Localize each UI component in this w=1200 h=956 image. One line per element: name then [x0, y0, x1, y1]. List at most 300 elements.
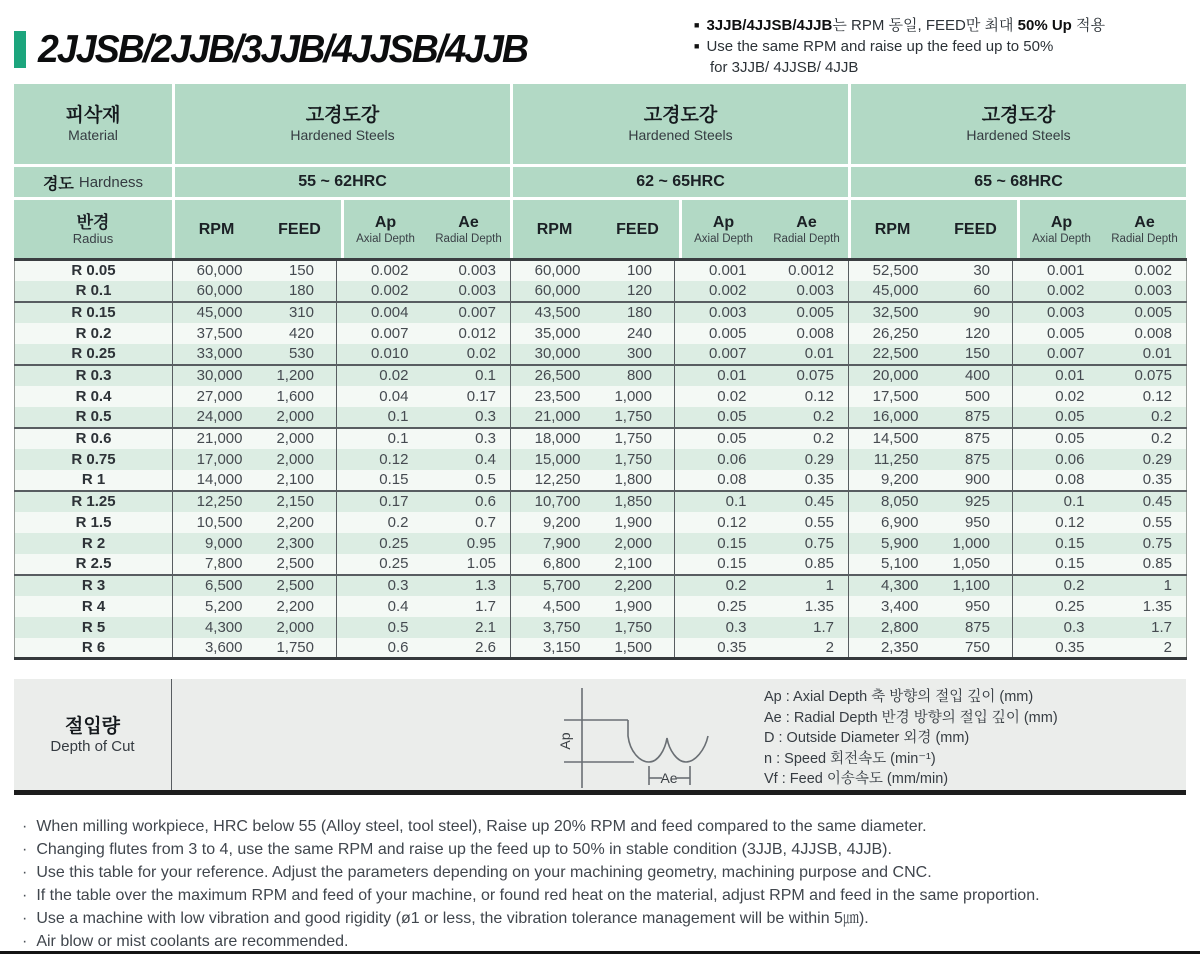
ap-cell: 0.25	[675, 596, 767, 617]
rpm-cell: 5,700	[511, 575, 595, 596]
rpm-cell: 4,500	[511, 596, 595, 617]
rpm-cell: 32,500	[849, 302, 933, 323]
table-row	[15, 491, 1187, 512]
feed-cell: 310	[257, 302, 337, 323]
group3-rpm-feed-header: RPM FEED	[851, 200, 1017, 258]
ae-cell: 1.35	[767, 596, 849, 617]
ap-cell: 0.1	[1013, 491, 1105, 512]
rpm-cell: 60,000	[173, 260, 257, 281]
feed-cell: 150	[933, 344, 1013, 365]
speed-feed-tbody	[15, 260, 1187, 659]
feed-cell: 500	[933, 386, 1013, 407]
ap-cell: 0.12	[1013, 512, 1105, 533]
ae-cell: 1.35	[1105, 596, 1187, 617]
dot-bullet-icon: ·	[22, 864, 28, 881]
radius-cell: R 1.25	[15, 491, 173, 512]
feed-cell: 2,150	[257, 491, 337, 512]
ap-cell: 0.002	[337, 281, 429, 302]
ap-cell: 0.17	[337, 491, 429, 512]
feed-cell: 2,200	[257, 596, 337, 617]
radius-cell: R 0.05	[15, 260, 173, 281]
ae-cell: 1.7	[429, 596, 511, 617]
radius-cell: R 5	[15, 617, 173, 638]
ap-cell: 0.002	[675, 281, 767, 302]
footer-note-text: If the table over the maximum RPM and feed of your machine, or found red heat on the material, adjust RPM and feed in the same proportion.	[36, 887, 1040, 904]
table-row	[15, 281, 1187, 302]
ae-cell: 0.003	[1105, 281, 1187, 302]
ae-cell: 0.35	[767, 470, 849, 491]
note-text: 는 RPM 동일, FEED만 최대	[832, 17, 1018, 34]
ap-cell: 0.3	[1013, 617, 1105, 638]
usage-note-line-1	[694, 16, 1186, 37]
rpm-cell: 24,000	[173, 407, 257, 428]
ap-cell: 0.02	[675, 386, 767, 407]
table-row	[15, 617, 1187, 638]
ap-cell: 0.25	[1013, 596, 1105, 617]
depth-of-cut-body	[172, 679, 1186, 790]
radius-cell: R 0.75	[15, 449, 173, 470]
rpm-cell: 20,000	[849, 365, 933, 386]
ae-cell: 2.6	[429, 638, 511, 659]
depth-legend	[764, 687, 1058, 790]
rpm-cell: 8,050	[849, 491, 933, 512]
rpm-cell: 9,200	[511, 512, 595, 533]
rpm-cell: 17,000	[173, 449, 257, 470]
footer-note-text: Changing flutes from 3 to 4, use the same RPM and raise up the feed up to 50% in stable condition (3JJB, 4JJSB, 4JJB).	[36, 841, 892, 858]
ap-cell: 0.35	[1013, 638, 1105, 659]
ap-cell: 0.1	[337, 428, 429, 449]
rpm-cell: 3,400	[849, 596, 933, 617]
hardness-header-cell: 경도 Hardness	[14, 167, 172, 197]
table-row	[15, 260, 1187, 281]
table-row	[15, 638, 1187, 659]
rpm-cell: 30,000	[511, 344, 595, 365]
dot-bullet-icon: ·	[22, 933, 28, 950]
dot-bullet-icon: ·	[22, 841, 28, 858]
ap-cell: 0.007	[1013, 344, 1105, 365]
rpm-cell: 16,000	[849, 407, 933, 428]
ae-cell: 0.01	[767, 344, 849, 365]
rpm-cell: 2,350	[849, 638, 933, 659]
group2-rpm-feed-header: RPM FEED	[513, 200, 679, 258]
feed-cell: 2,000	[257, 428, 337, 449]
ap-cell: 0.15	[337, 470, 429, 491]
ae-cell: 0.075	[767, 365, 849, 386]
feed-cell: 240	[595, 323, 675, 344]
ap-cell: 0.010	[337, 344, 429, 365]
diagram-ae-label: Ae	[660, 770, 678, 786]
legend-line-d: D : Outside Diameter 외경 (mm)	[764, 730, 970, 746]
feed-cell: 1,900	[595, 512, 675, 533]
rpm-cell: 9,200	[849, 470, 933, 491]
feed-cell: 950	[933, 512, 1013, 533]
group1-rpm-feed-header: RPM FEED	[175, 200, 341, 258]
ap-cell: 0.01	[675, 365, 767, 386]
rpm-cell: 33,000	[173, 344, 257, 365]
usage-note-line-2	[694, 37, 1186, 58]
table-row	[15, 575, 1187, 596]
ae-cell: 0.7	[429, 512, 511, 533]
ap-cell: 0.6	[337, 638, 429, 659]
rpm-cell: 14,500	[849, 428, 933, 449]
feed-cell: 875	[933, 428, 1013, 449]
table-row	[15, 470, 1187, 491]
feed-cell: 875	[933, 449, 1013, 470]
ap-cell: 0.001	[1013, 260, 1105, 281]
ae-cell: 0.008	[1105, 323, 1187, 344]
feed-cell: 90	[933, 302, 1013, 323]
diagram-ap-label: Ap	[557, 732, 573, 750]
radius-cell: R 3	[15, 575, 173, 596]
radius-cell: R 1	[15, 470, 173, 491]
material-label-ko: 피삭재	[65, 104, 121, 126]
rpm-cell: 45,000	[173, 302, 257, 323]
feed-cell: 1,750	[595, 617, 675, 638]
feed-cell: 1,850	[595, 491, 675, 512]
ap-cell: 0.2	[1013, 575, 1105, 596]
feed-cell: 1,000	[933, 533, 1013, 554]
footer-note	[18, 838, 1188, 861]
rpm-cell: 3,150	[511, 638, 595, 659]
table-row	[15, 344, 1187, 365]
radius-cell: R 0.15	[15, 302, 173, 323]
rpm-cell: 5,900	[849, 533, 933, 554]
radius-cell: R 2	[15, 533, 173, 554]
group2-hardness-cell: 62 ~ 65HRC	[513, 167, 848, 197]
feed-cell: 2,000	[257, 449, 337, 470]
feed-cell: 1,500	[595, 638, 675, 659]
radius-cell: R 0.25	[15, 344, 173, 365]
feed-cell: 30	[933, 260, 1013, 281]
feed-cell: 875	[933, 407, 1013, 428]
ae-cell: 0.29	[1105, 449, 1187, 470]
radius-cell: R 1.5	[15, 512, 173, 533]
group1-hardness-cell: 55 ~ 62HRC	[175, 167, 510, 197]
feed-cell: 1,750	[595, 449, 675, 470]
rpm-cell: 22,500	[849, 344, 933, 365]
feed-cell: 750	[933, 638, 1013, 659]
ae-cell: 2.1	[429, 617, 511, 638]
spec-table-header	[14, 84, 1186, 258]
ae-cell: 0.5	[429, 470, 511, 491]
radius-cell: R 0.6	[15, 428, 173, 449]
dot-bullet-icon: ·	[22, 887, 28, 904]
rpm-cell: 9,000	[173, 533, 257, 554]
feed-cell: 120	[933, 323, 1013, 344]
ae-cell: 0.01	[1105, 344, 1187, 365]
ae-cell: 0.85	[767, 554, 849, 575]
ae-cell: 0.17	[429, 386, 511, 407]
feed-cell: 1,000	[595, 386, 675, 407]
ap-cell: 0.001	[675, 260, 767, 281]
rpm-cell: 27,000	[173, 386, 257, 407]
title-block	[14, 10, 548, 78]
ap-cell: 0.04	[337, 386, 429, 407]
ae-cell: 0.003	[429, 260, 511, 281]
rpm-cell: 43,500	[511, 302, 595, 323]
radius-cell: R 0.3	[15, 365, 173, 386]
ap-cell: 0.003	[1013, 302, 1105, 323]
ae-cell: 0.2	[767, 407, 849, 428]
feed-cell: 300	[595, 344, 675, 365]
ap-cell: 0.007	[675, 344, 767, 365]
rpm-cell: 45,000	[849, 281, 933, 302]
ap-cell: 0.06	[1013, 449, 1105, 470]
ap-cell: 0.003	[675, 302, 767, 323]
feed-cell: 1,200	[257, 365, 337, 386]
feed-cell: 2,100	[595, 554, 675, 575]
feed-cell: 2,200	[257, 512, 337, 533]
ae-cell: 0.003	[429, 281, 511, 302]
dot-bullet-icon: ·	[22, 818, 28, 835]
feed-cell: 1,750	[595, 428, 675, 449]
ae-cell: 0.008	[767, 323, 849, 344]
ae-cell: 0.75	[1105, 533, 1187, 554]
ae-cell: 0.0012	[767, 260, 849, 281]
ap-cell: 0.2	[675, 575, 767, 596]
feed-cell: 2,100	[257, 470, 337, 491]
ap-cell: 0.1	[337, 407, 429, 428]
rpm-cell: 30,000	[173, 365, 257, 386]
ae-cell: 0.2	[767, 428, 849, 449]
ae-cell: 1.05	[429, 554, 511, 575]
rpm-cell: 18,000	[511, 428, 595, 449]
usage-note-line-3	[694, 58, 1186, 78]
radius-cell: R 0.1	[15, 281, 173, 302]
ae-cell: 1.3	[429, 575, 511, 596]
rpm-cell: 35,000	[511, 323, 595, 344]
note-text-end: 적용	[1071, 17, 1105, 34]
rpm-cell: 11,250	[849, 449, 933, 470]
table-row	[15, 407, 1187, 428]
radius-cell: R 0.5	[15, 407, 173, 428]
page-header	[14, 10, 1186, 78]
ap-cell: 0.004	[337, 302, 429, 323]
ae-cell: 0.2	[1105, 428, 1187, 449]
feed-cell: 180	[595, 302, 675, 323]
feed-cell: 875	[933, 617, 1013, 638]
footer-note	[18, 861, 1188, 884]
square-bullet-icon: ■	[694, 41, 700, 51]
ap-cell: 0.35	[675, 638, 767, 659]
material-header-cell	[14, 84, 172, 164]
ap-cell: 0.005	[675, 323, 767, 344]
footer-note-text: Use this table for your reference. Adjust the parameters depending on your machining geometry, machining purpose and CNC.	[36, 864, 932, 881]
note-text-en-cont: for 3JJB/ 4JJSB/ 4JJB	[710, 59, 859, 76]
rpm-cell: 26,250	[849, 323, 933, 344]
accent-bar-icon	[14, 31, 26, 68]
feed-cell: 180	[257, 281, 337, 302]
ap-cell: 0.25	[337, 533, 429, 554]
feed-cell: 60	[933, 281, 1013, 302]
table-row	[15, 512, 1187, 533]
rpm-cell: 21,000	[173, 428, 257, 449]
rpm-cell: 17,500	[849, 386, 933, 407]
feed-cell: 1,750	[595, 407, 675, 428]
depth-of-cut-diagram-icon	[550, 682, 720, 792]
ap-cell: 0.05	[675, 407, 767, 428]
ae-cell: 0.45	[1105, 491, 1187, 512]
feed-cell: 2,000	[257, 407, 337, 428]
footer-note-text: Air blow or mist coolants are recommended.	[36, 933, 349, 950]
footer-note	[18, 815, 1188, 838]
note-bold-up: 50% Up	[1017, 17, 1072, 34]
rpm-cell: 4,300	[849, 575, 933, 596]
dot-bullet-icon: ·	[22, 910, 28, 927]
radius-cell: R 0.2	[15, 323, 173, 344]
ae-cell: 0.55	[1105, 512, 1187, 533]
table-row	[15, 365, 1187, 386]
ap-cell: 0.005	[1013, 323, 1105, 344]
rpm-cell: 3,600	[173, 638, 257, 659]
table-row	[15, 554, 1187, 575]
radius-cell: R 6	[15, 638, 173, 659]
feed-cell: 2,000	[257, 617, 337, 638]
ap-cell: 0.05	[675, 428, 767, 449]
ae-cell: 0.95	[429, 533, 511, 554]
ap-cell: 0.02	[337, 365, 429, 386]
ae-cell: 0.3	[429, 428, 511, 449]
table-row	[15, 428, 1187, 449]
ae-cell: 0.007	[429, 302, 511, 323]
ae-cell: 1	[1105, 575, 1187, 596]
footer-note-text: When milling workpiece, HRC below 55 (Alloy steel, tool steel), Raise up 20% RPM and feed compared to the same diameter.	[36, 818, 927, 835]
rpm-cell: 6,900	[849, 512, 933, 533]
rpm-cell: 52,500	[849, 260, 933, 281]
ap-cell: 0.06	[675, 449, 767, 470]
rpm-cell: 3,750	[511, 617, 595, 638]
footer-note	[18, 884, 1188, 907]
rpm-cell: 6,500	[173, 575, 257, 596]
group2-material-cell: 고경도강 Hardened Steels	[513, 84, 848, 164]
ae-cell: 2	[767, 638, 849, 659]
rpm-cell: 5,100	[849, 554, 933, 575]
rpm-cell: 12,250	[173, 491, 257, 512]
ap-cell: 0.007	[337, 323, 429, 344]
feed-cell: 1,900	[595, 596, 675, 617]
feed-cell: 2,500	[257, 554, 337, 575]
rpm-cell: 60,000	[511, 260, 595, 281]
ae-cell: 0.45	[767, 491, 849, 512]
rpm-cell: 60,000	[173, 281, 257, 302]
legend-line-ap: Ap : Axial Depth 축 방향의 절입 깊이 (mm)	[764, 689, 1034, 705]
ap-cell: 0.15	[1013, 533, 1105, 554]
ae-cell: 0.75	[767, 533, 849, 554]
ap-cell: 0.05	[1013, 428, 1105, 449]
ae-cell: 1	[767, 575, 849, 596]
rpm-cell: 7,900	[511, 533, 595, 554]
rpm-cell: 21,000	[511, 407, 595, 428]
legend-line-n: n : Speed 회전속도 (min⁻¹)	[764, 750, 936, 767]
rpm-cell: 60,000	[511, 281, 595, 302]
ae-cell: 0.3	[429, 407, 511, 428]
ae-cell: 0.12	[1105, 386, 1187, 407]
ap-cell: 0.08	[1013, 470, 1105, 491]
ae-cell: 0.02	[429, 344, 511, 365]
legend-line-vf: Vf : Feed 이송속도 (mm/min)	[764, 771, 949, 787]
legend-line-ae: Ae : Radial Depth 반경 방향의 절입 깊이 (mm)	[764, 709, 1058, 726]
rpm-cell: 5,200	[173, 596, 257, 617]
ae-cell: 0.075	[1105, 365, 1187, 386]
ap-cell: 0.002	[337, 260, 429, 281]
ae-cell: 1.7	[1105, 617, 1187, 638]
rpm-cell: 10,700	[511, 491, 595, 512]
ap-cell: 0.05	[1013, 407, 1105, 428]
ae-cell: 0.1	[429, 365, 511, 386]
feed-cell: 100	[595, 260, 675, 281]
rpm-cell: 23,500	[511, 386, 595, 407]
ap-cell: 0.2	[337, 512, 429, 533]
ae-cell: 0.6	[429, 491, 511, 512]
depth-of-cut-label: 절입량 Depth of Cut	[14, 679, 172, 790]
group1-material-cell: 고경도강 Hardened Steels	[175, 84, 510, 164]
ae-cell: 0.85	[1105, 554, 1187, 575]
feed-cell: 1,100	[933, 575, 1013, 596]
ap-cell: 0.25	[337, 554, 429, 575]
feed-cell: 2,200	[595, 575, 675, 596]
feed-cell: 800	[595, 365, 675, 386]
ap-cell: 0.002	[1013, 281, 1105, 302]
ap-cell: 0.12	[675, 512, 767, 533]
feed-cell: 1,050	[933, 554, 1013, 575]
ae-cell: 0.35	[1105, 470, 1187, 491]
note-text-en: Use the same RPM and raise up the feed up to 50%	[706, 38, 1054, 55]
footer-notes	[18, 815, 1188, 953]
feed-cell: 900	[933, 470, 1013, 491]
ae-cell: 0.003	[767, 281, 849, 302]
rpm-cell: 6,800	[511, 554, 595, 575]
footer-note	[18, 907, 1188, 930]
table-row	[15, 449, 1187, 470]
ap-cell: 0.01	[1013, 365, 1105, 386]
rpm-cell: 4,300	[173, 617, 257, 638]
table-row	[15, 386, 1187, 407]
material-label-en: Material	[68, 126, 118, 143]
feed-cell: 2,300	[257, 533, 337, 554]
rpm-cell: 26,500	[511, 365, 595, 386]
ap-cell: 0.3	[675, 617, 767, 638]
ap-cell: 0.02	[1013, 386, 1105, 407]
ae-cell: 0.005	[767, 302, 849, 323]
ae-cell: 0.4	[429, 449, 511, 470]
ae-cell: 0.002	[1105, 260, 1187, 281]
feed-cell: 400	[933, 365, 1013, 386]
ap-cell: 0.4	[337, 596, 429, 617]
feed-cell: 530	[257, 344, 337, 365]
ap-cell: 0.1	[675, 491, 767, 512]
ap-cell: 0.12	[337, 449, 429, 470]
footer-note	[18, 930, 1188, 953]
ap-cell: 0.15	[675, 533, 767, 554]
rpm-cell: 7,800	[173, 554, 257, 575]
ae-cell: 0.55	[767, 512, 849, 533]
rpm-cell: 37,500	[173, 323, 257, 344]
ap-cell: 0.15	[1013, 554, 1105, 575]
radius-header-cell: 반경 Radius	[14, 200, 172, 258]
feed-cell: 925	[933, 491, 1013, 512]
table-row	[15, 596, 1187, 617]
ap-cell: 0.15	[675, 554, 767, 575]
group3-ap-ae-header: Ap Axial Depth Ae Radial Depth	[1020, 200, 1186, 258]
square-bullet-icon: ■	[694, 20, 700, 30]
table-row	[15, 323, 1187, 344]
ap-cell: 0.3	[337, 575, 429, 596]
feed-cell: 950	[933, 596, 1013, 617]
ap-cell: 0.08	[675, 470, 767, 491]
feed-cell: 2,000	[595, 533, 675, 554]
ae-cell: 0.12	[767, 386, 849, 407]
feed-cell: 1,800	[595, 470, 675, 491]
